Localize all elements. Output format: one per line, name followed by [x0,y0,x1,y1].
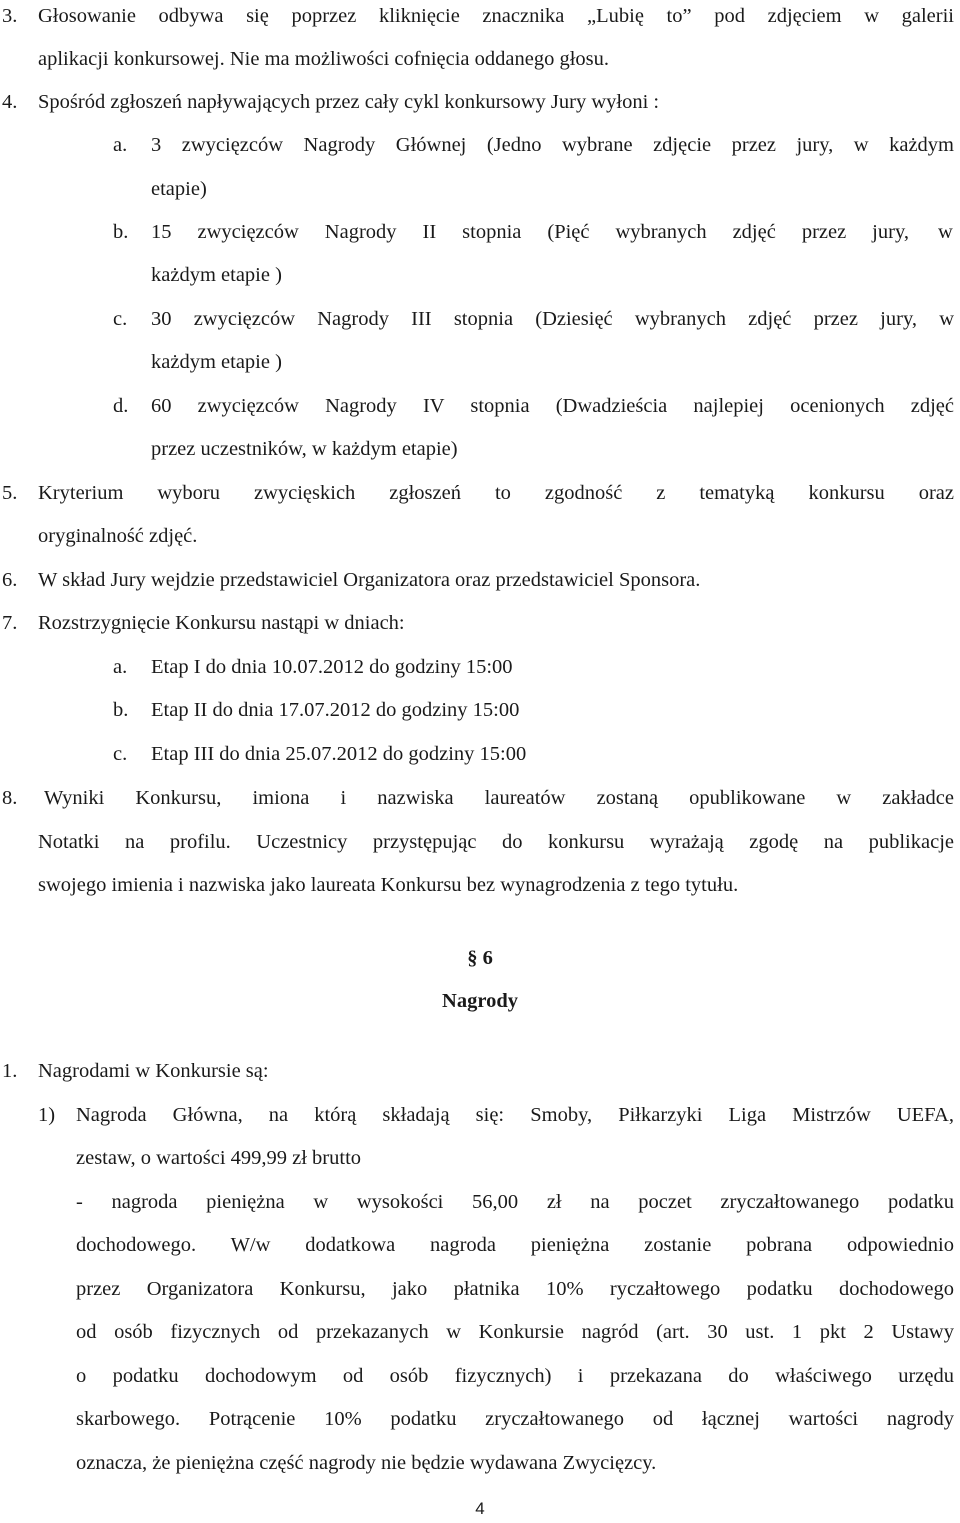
paragraph-line: Nagroda Główna, na którą składają się: Smoby, Piłkarzyki Liga Mistrzów UEFA, [76,1104,954,1126]
paragraph-line: przez Organizatora Konkursu, jako płatnika 10% ryczałtowego podatku dochodowego [76,1278,954,1300]
paragraph-line: od osób fizycznych od przekazanych w Konkursie nagród (art. 30 ust. 1 pkt 2 Ustawy [76,1321,954,1343]
paragraph-line: Wyniki Konkursu, imiona i nazwiska laureatów zostaną opublikowane w zakładce [44,787,954,809]
paragraph-line: Notatki na profilu. Uczestnicy przystępując do konkursu wyrażają zgodę na publikacje [38,831,954,853]
stage-line: Etap II do dnia 17.07.2012 do godziny 15:00 [151,699,520,721]
section-title: Nagrody [442,990,518,1012]
item-letter: c. [113,308,128,330]
paragraph-line: 15 zwycięzców Nagrody II stopnia (Pięć wybranych zdjęć przez jury, [151,221,909,243]
item-number: 3. [2,5,18,27]
paragraph-line: Rozstrzygnięcie Konkursu nastąpi w dniach: [38,612,405,634]
paragraph-line: każdym etapie ) [151,351,282,373]
paragraph-line: swojego imienia i nazwiska jako laureata Konkursu bez wynagrodzenia z tego tytułu. [38,874,739,896]
paragraph-line: - nagroda pieniężna w wysokości 56,00 zł na poczet zryczałtowanego podatku [76,1191,954,1213]
paragraph-line: Głosowanie odbywa się poprzez kliknięcie znacznika „Lubię to” pod zdjęciem w galerii [38,5,954,27]
paragraph-line: Nagrodami w Konkursie są: [38,1060,269,1082]
paragraph-line: o podatku dochodowym od osób fizycznych) i przekazana do właściwego urzędu [76,1365,954,1387]
item-number: 7. [2,612,18,634]
item-letter: c. [113,743,128,765]
paragraph-line: aplikacji konkursowej. Nie ma możliwości cofnięcia oddanego głosu. [38,48,609,70]
paragraph-line: Kryterium wyboru zwycięskich zgłoszeń to zgodność z tematyką konkursu oraz [38,482,954,504]
paragraph-line: 30 zwycięzców Nagrody III stopnia (Dziesięć wybranych zdjęć przez jury, w [151,308,954,330]
stage-line: Etap I do dnia 10.07.2012 do godziny 15:00 [151,656,513,678]
paragraph-line: etapie) [151,178,207,200]
paragraph-line: zestaw, o wartości 499,99 zł brutto [76,1147,362,1169]
page-number: 4 [475,1499,485,1518]
paragraph-line: 60 zwycięzców Nagrody IV stopnia (Dwadzieścia najlepiej ocenionych zdjęć [151,395,954,417]
item-number: 6. [2,569,18,591]
item-letter: d. [113,395,129,417]
stage-line: Etap III do dnia 25.07.2012 do godziny 15:00 [151,743,527,765]
item-letter: a. [113,134,128,156]
item-number: 8. [2,787,18,809]
item-number: 1) [38,1104,56,1126]
item-letter: b. [113,221,129,243]
paragraph-line: każdym etapie ) [151,264,282,286]
paragraph-line: 3 zwycięzców Nagrody Głównej (Jedno wybrane zdjęcie przez jury, w każdym [151,134,954,156]
paragraph-line: W skład Jury wejdzie przedstawiciel Organizatora oraz przedstawiciel Sponsora. [38,569,701,591]
paragraph-line: oryginalność zdjęć. [38,525,198,547]
paragraph-line: przez uczestników, w każdym etapie) [151,438,458,460]
paragraph-line: skarbowego. Potrącenie 10% podatku zryczałtowanego od łącznej wartości nagrody [76,1408,954,1430]
item-letter: b. [113,699,129,721]
paragraph-line: oznacza, że pieniężna część nagrody nie będzie wydawana Zwycięzcy. [76,1452,657,1474]
item-letter: a. [113,656,128,678]
item-number: 4. [2,91,18,113]
paragraph-line: dochodowego. W/w dodatkowa nagroda pieniężna zostanie pobrana odpowiednio [76,1234,954,1256]
paragraph-line: w [938,221,953,243]
item-number: 5. [2,482,18,504]
section-number: § 6 [467,947,493,969]
item-number: 1. [2,1060,18,1082]
paragraph-line: Spośród zgłoszeń napływających przez cały cykl konkursowy Jury wyłoni : [38,91,660,113]
